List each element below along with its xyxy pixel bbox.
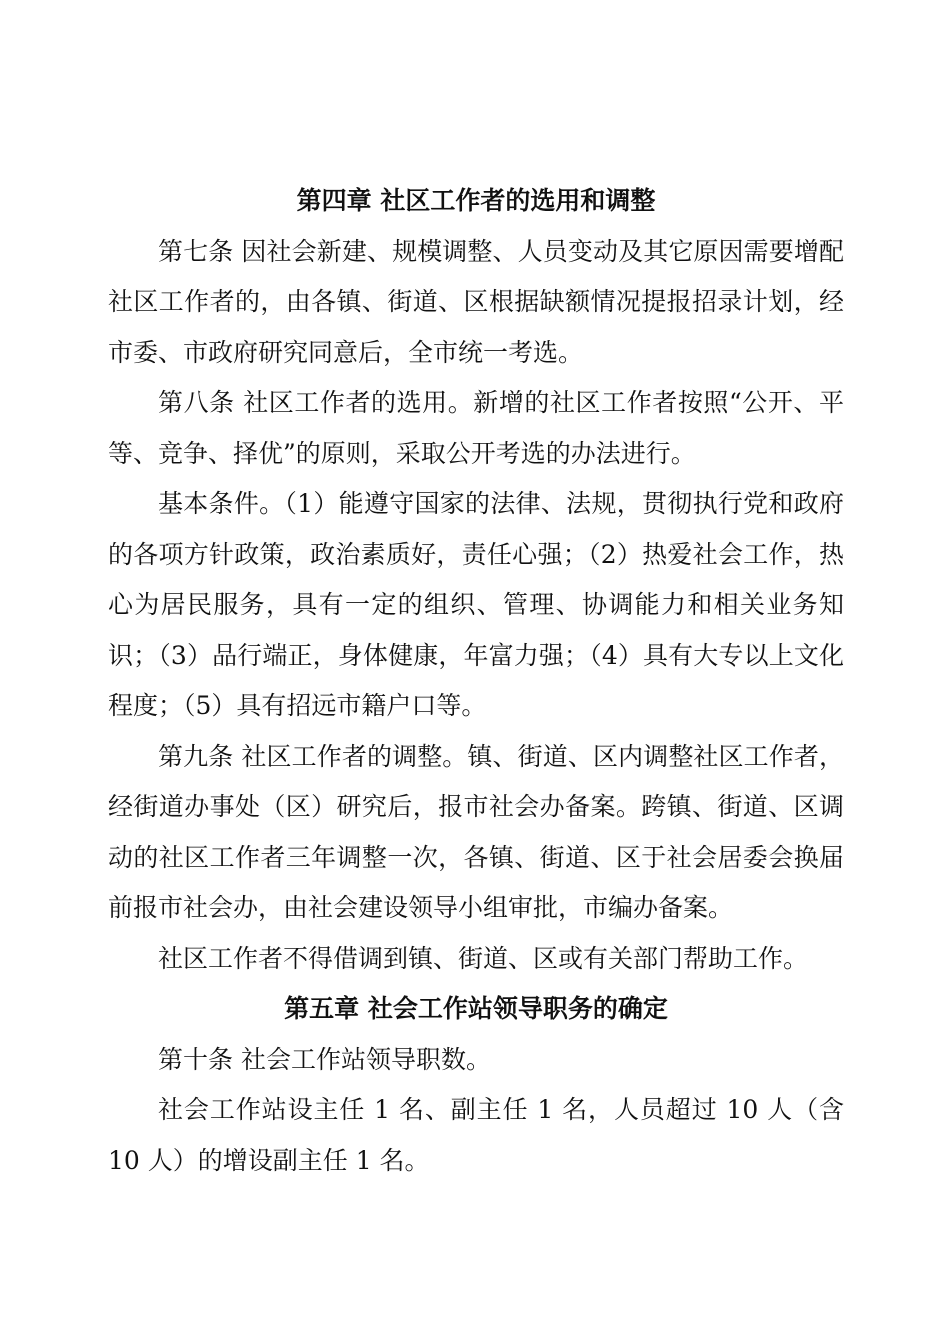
no-borrowing-paragraph: 社区工作者不得借调到镇、街道、区或有关部门帮助工作。 bbox=[158, 943, 809, 973]
document-page bbox=[108, 176, 844, 1186]
basic-conditions-paragraph: 基本条件。（1）能遵守国家的法律、法规，贯彻执行党和政府的各项方针政策，政治素质好，责任心强；（2）热爱社会工作，热心为居民服务，具有一定的组织、管理、协调能力和相关业务知识；（3）品行端正，身体健康，年富力强；（4）具有大专以上文化程度；（5）具有招远市籍户口等。 bbox=[108, 489, 844, 720]
article-10-paragraph: 第十条 社会工作站领导职数。 bbox=[158, 1044, 491, 1074]
article-7-paragraph: 第七条 因社会新建、规模调整、人员变动及其它原因需要增配社区工作者的，由各镇、街道、区根据缺额情况提报招录计划，经市委、市政府研究同意后，全市统一考选。 bbox=[108, 236, 844, 367]
article-9-paragraph: 第九条 社区工作者的调整。镇、街道、区内调整社区工作者，经街道办事处（区）研究后，报市社会办备案。跨镇、街道、区调动的社区工作者三年调整一次，各镇、街道、区于社会居委会换届前报市社会办，由社会建设领导小组审批，市编办备案。 bbox=[108, 741, 844, 922]
staffing-paragraph: 社会工作站设主任 1 名、副主任 1 名，人员超过 10 人（含 10 人）的增设副主任 1 名。 bbox=[108, 1095, 844, 1175]
article-8-paragraph: 第八条 社区工作者的选用。新增的社区工作者按照“公开、平等、竞争、择优”的原则，采取公开考选的办法进行。 bbox=[108, 388, 844, 468]
chapter-4-heading: 第四章 社区工作者的选用和调整 bbox=[296, 186, 656, 215]
chapter-5-heading: 第五章 社会工作站领导职务的确定 bbox=[284, 994, 668, 1023]
